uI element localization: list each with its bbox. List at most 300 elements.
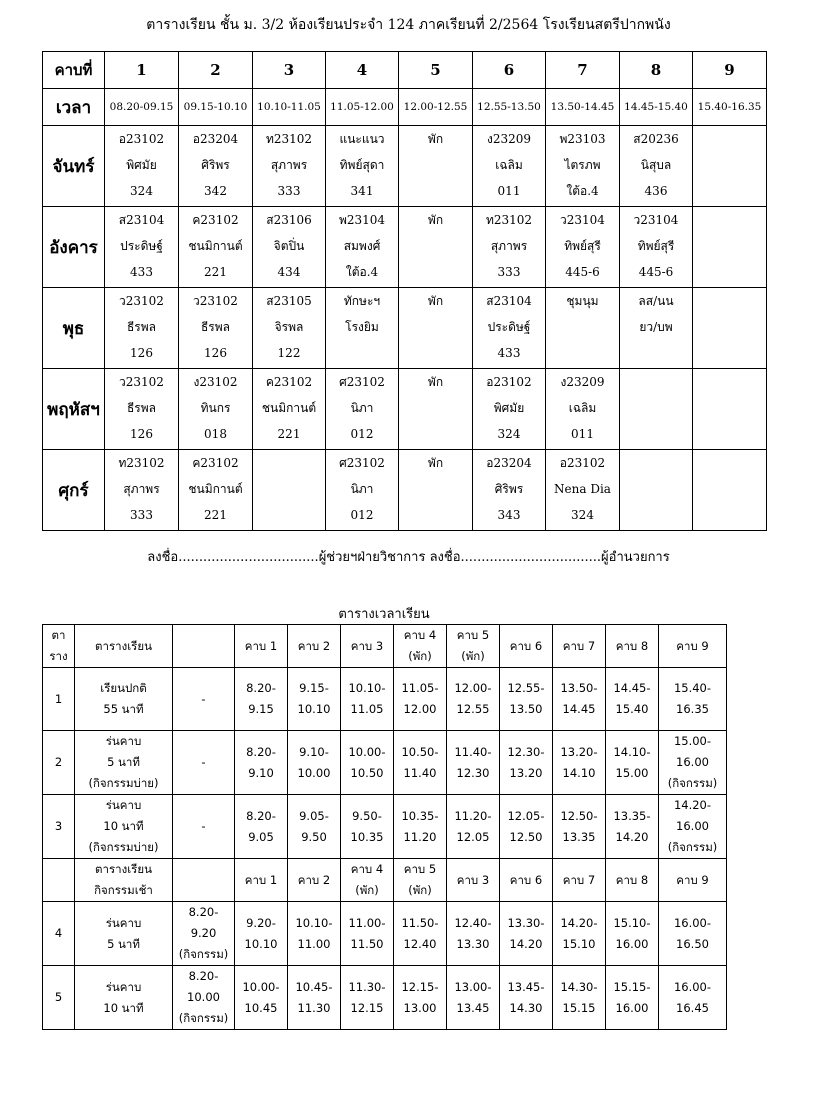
cell-text: 012 (350, 508, 374, 522)
cell-text: 13.50- (560, 681, 598, 695)
period-number: 8 (620, 52, 693, 89)
cell-text: คาบ 9 (676, 872, 709, 887)
schedule-cell (326, 450, 399, 531)
cell-text: ชนมิกานต์ (188, 482, 243, 496)
cell-text: อ23102 (118, 132, 165, 146)
cell-text: พัก (427, 294, 444, 308)
cell-text: 5 นาที (107, 936, 140, 951)
slot-time (659, 668, 727, 731)
cell-text: (พัก) (355, 883, 379, 897)
period-time-table (42, 624, 727, 1030)
slot-time (500, 795, 553, 859)
cell-text: คาบ 2 (297, 638, 331, 653)
header-cell (500, 625, 553, 668)
period-number: 5 (399, 52, 473, 89)
header-cell (288, 859, 341, 902)
cell-text: 433 (497, 346, 521, 360)
cell-text: 12.55- (507, 681, 545, 695)
schedule-cell (326, 207, 399, 288)
slot-time (659, 966, 727, 1030)
cell-text: (กิจกรรม) (667, 840, 718, 854)
cell-text: - (201, 819, 206, 833)
cell-text: 15.10 (562, 936, 596, 951)
cell-text: 10.45 (244, 1000, 278, 1015)
cell-text: 15.10- (613, 915, 651, 930)
header-cell (606, 859, 659, 902)
schedule-cell (693, 126, 767, 207)
cell-text: Nena Dia (554, 482, 611, 496)
cell-text: ราง (49, 649, 68, 663)
schedule-cell (179, 369, 253, 450)
header-cell (394, 625, 447, 668)
cell-text: พิศมัย (126, 158, 157, 172)
schedule-cell (620, 450, 693, 531)
cell-text: คาบ 6 (509, 638, 543, 653)
schedule-cell (105, 288, 179, 369)
slot-time (394, 966, 447, 1030)
cell-text: 10.00- (242, 979, 280, 994)
cell-text: ท23102 (485, 213, 533, 227)
header-cell (235, 859, 288, 902)
cell-text: สุภาพร (270, 158, 308, 172)
cell-text: 126 (130, 346, 153, 360)
slot-time (500, 668, 553, 731)
cell-text: อ23204 (192, 132, 239, 146)
cell-text: 12.55 (456, 702, 490, 716)
cell-text: 12.15 (350, 1000, 384, 1015)
header-cell (75, 859, 173, 902)
cell-text: 10.45- (295, 979, 333, 994)
cell-text: (พัก) (408, 883, 432, 897)
slot-time (553, 731, 606, 795)
header-cell (43, 625, 75, 668)
activity-time (173, 902, 235, 966)
header-cell (173, 625, 235, 668)
cell-text: จิรพล (274, 320, 304, 334)
cell-text: 15.40- (673, 681, 712, 695)
cell-text: พัก (427, 213, 444, 227)
cell-text: 11.30- (348, 979, 386, 994)
cell-text: 12.15- (401, 979, 439, 994)
cell-text: คาบ 5 (456, 628, 490, 642)
timetable-header-row (43, 859, 727, 902)
schedule-cell (326, 288, 399, 369)
cell-text: - (201, 755, 206, 769)
day-name: พุธ (43, 288, 105, 369)
cell-text: 126 (204, 346, 227, 360)
period-time: 13.50-14.45 (546, 89, 620, 126)
cell-text: 13.20- (560, 744, 598, 759)
cell-text: ลส/นน (638, 294, 674, 308)
cell-text: คาบ 7 (562, 638, 596, 653)
cell-text: 14.20 (509, 936, 543, 951)
slot-time (288, 668, 341, 731)
cell-text: 324 (571, 508, 594, 522)
cell-text: 10.10 (297, 702, 331, 716)
schedule-cell (179, 207, 253, 288)
cell-text: 11.00- (348, 915, 386, 930)
cell-text: อ23102 (486, 375, 532, 389)
header-cell (394, 859, 447, 902)
cell-text: 9.20 (190, 926, 217, 940)
schedule-cell (326, 369, 399, 450)
slot-time (288, 902, 341, 966)
period-number: 6 (473, 52, 546, 89)
slot-time (553, 795, 606, 859)
day-row (43, 126, 767, 207)
schedule-cell (693, 450, 767, 531)
cell-text: ร่นคาบ (105, 979, 142, 994)
cell-text: 9.15- (299, 681, 329, 695)
header-cell (43, 859, 75, 902)
cell-text: 10.00- (348, 744, 386, 759)
cell-text: 011 (497, 184, 521, 198)
cell-text: 324 (497, 427, 521, 441)
cell-text: 10.00 (297, 765, 331, 780)
slot-time (659, 795, 727, 859)
signature-line: ลงชื่อ..................................ผู้ช่วยฯฝ่ายวิชาการ ลงชื่อ..................................ผู้อำนวยการ (147, 550, 670, 565)
cell-text: 333 (497, 265, 521, 279)
cell-text: 11.40- (454, 744, 492, 759)
schedule-cell (546, 369, 620, 450)
cell-text: 8.20- (246, 681, 276, 695)
cell-text: ส20236 (633, 132, 679, 146)
cell-text: ค23102 (192, 213, 239, 227)
timetable-header-row (43, 625, 727, 668)
slot-time (341, 795, 394, 859)
slot-time (288, 795, 341, 859)
cell-text: 55 นาที (103, 702, 144, 716)
schedule-cell (473, 369, 546, 450)
cell-text: ธีรพล (126, 401, 157, 415)
slot-time (394, 795, 447, 859)
cell-text: คาบ 6 (509, 872, 543, 887)
row-number: 5 (43, 966, 75, 1030)
row-number: 2 (43, 731, 75, 795)
cell-text: 12.50- (560, 808, 598, 823)
row-number: 1 (43, 668, 75, 731)
schedule-cell (253, 288, 326, 369)
cell-text: ง23209 (560, 375, 605, 389)
cell-text: 11.20- (454, 808, 492, 823)
day-row (43, 207, 767, 288)
slot-time (447, 795, 500, 859)
day-row (43, 288, 767, 369)
slot-time (447, 966, 500, 1030)
schedule-type (75, 902, 173, 966)
cell-text: 10 นาที (103, 1000, 144, 1015)
slot-time (288, 731, 341, 795)
cell-text: คาบ 8 (615, 872, 649, 887)
cell-text: 15.40 (615, 702, 649, 716)
time-row (43, 89, 767, 126)
cell-text: ง23102 (193, 375, 238, 389)
slot-time (341, 966, 394, 1030)
period-number: 9 (693, 52, 767, 89)
cell-text: 16.00- (673, 979, 712, 994)
schedule-cell (693, 369, 767, 450)
schedule-cell (620, 207, 693, 288)
day-row (43, 450, 767, 531)
schedule-cell (399, 369, 473, 450)
timetable-row (43, 668, 727, 731)
day-name: อังคาร (43, 207, 105, 288)
activity-time (173, 668, 235, 731)
cell-text: 13.20 (509, 765, 543, 780)
cell-text: 221 (277, 427, 301, 441)
cell-text: อ23204 (486, 456, 532, 470)
period-time: 08.20-09.15 (105, 89, 179, 126)
header-cell (553, 625, 606, 668)
cell-text: 11.40 (403, 765, 437, 780)
cell-text: 14.30- (560, 979, 598, 994)
cell-text: 10.35 (350, 829, 384, 844)
cell-text: 9.10- (299, 744, 329, 759)
period-time: 12.00-12.55 (399, 89, 473, 126)
cell-text: ท23102 (118, 456, 165, 470)
cell-text: คาบ 7 (562, 872, 596, 887)
header-cell (447, 625, 500, 668)
slot-time (341, 731, 394, 795)
cell-text: 011 (571, 427, 594, 441)
slot-time (606, 795, 659, 859)
cell-text: สุภาพร (490, 239, 528, 253)
cell-text: 14.10 (562, 765, 596, 780)
cell-text: 341 (350, 184, 374, 198)
cell-text: 10.10- (295, 915, 333, 930)
cell-text: ตา (51, 628, 66, 642)
cell-text: สมพงศ์ (343, 239, 381, 253)
header-cell (659, 625, 727, 668)
day-name: จันทร์ (43, 126, 105, 207)
schedule-cell (105, 207, 179, 288)
cell-text: ร่นคาบ (105, 734, 142, 748)
cell-text: (กิจกรรม) (178, 947, 229, 961)
cell-text: ชุมนุม (566, 294, 599, 308)
cell-text: 12.30 (456, 765, 490, 780)
cell-text: เฉลิม (568, 401, 597, 415)
header-cell (288, 625, 341, 668)
schedule-cell (105, 450, 179, 531)
slot-time (606, 668, 659, 731)
cell-text: อ23102 (559, 456, 606, 470)
cell-text: (กิจกรรม) (667, 776, 718, 790)
cell-text: (กิจกรรมบ่าย) (88, 840, 159, 854)
cell-text: 16.00 (676, 755, 709, 769)
schedule-cell (253, 369, 326, 450)
cell-text: 8.20- (188, 969, 219, 983)
cell-text: 12.40- (454, 915, 492, 930)
cell-text: 13.30- (507, 915, 545, 930)
cell-text: 11.05 (350, 702, 384, 716)
schedule-cell (253, 126, 326, 207)
cell-text: 12.00- (454, 681, 492, 695)
cell-text: คาบ 3 (350, 638, 384, 653)
day-name: พฤหัสฯ (43, 369, 105, 450)
header-cell (447, 859, 500, 902)
cell-text: ว23102 (119, 375, 164, 389)
timetable-row (43, 902, 727, 966)
cell-text: - (201, 691, 206, 706)
period-time: 14.45-15.40 (620, 89, 693, 126)
slot-time (500, 731, 553, 795)
cell-text: 14.20- (560, 915, 598, 930)
activity-time (173, 731, 235, 795)
cell-text: แนะแนว (339, 132, 385, 146)
cell-text: 333 (130, 508, 153, 522)
activity-time (173, 795, 235, 859)
slot-time (288, 966, 341, 1030)
schedule-cell (253, 450, 326, 531)
cell-text: นิภา (350, 401, 374, 415)
cell-text: 343 (497, 508, 521, 522)
schedule-type (75, 966, 173, 1030)
cell-text: ธีรพล (126, 320, 157, 334)
cell-text: 221 (204, 265, 227, 279)
cell-text: 8.20- (246, 744, 276, 759)
cell-text: (กิจกรรมบ่าย) (88, 776, 159, 790)
period-label: คาบที่ (43, 52, 105, 89)
cell-text: 11.05- (401, 681, 439, 695)
header-cell (500, 859, 553, 902)
cell-text: คาบ 9 (676, 638, 709, 653)
schedule-cell (326, 126, 399, 207)
slot-time (235, 668, 288, 731)
period-number: 3 (253, 52, 326, 89)
cell-text: ไตรภพ (564, 158, 601, 172)
cell-text: 5 นาที (107, 755, 140, 769)
cell-text: ร่นคาบ (105, 915, 142, 930)
cell-text: 10.10- (348, 681, 386, 695)
schedule-type (75, 668, 173, 731)
schedule-cell (179, 126, 253, 207)
cell-text: 012 (350, 427, 374, 441)
cell-text: ทินกร (200, 401, 231, 415)
slot-time (394, 902, 447, 966)
cell-text: 13.45- (507, 979, 545, 994)
slot-time (235, 795, 288, 859)
slot-time (606, 966, 659, 1030)
cell-text: 10.50 (350, 765, 384, 780)
cell-text: จิตปิ่น (273, 239, 305, 253)
cell-text: 16.35 (676, 702, 709, 716)
cell-text: 221 (204, 508, 227, 522)
cell-text: 13.00 (403, 1000, 437, 1015)
schedule-cell (620, 126, 693, 207)
cell-text: 9.50- (352, 808, 382, 823)
cell-text: พัก (427, 456, 444, 470)
schedule-cell (399, 207, 473, 288)
schedule-type (75, 795, 173, 859)
cell-text: คาบ 4 (350, 862, 384, 876)
time-label: เวลา (43, 89, 105, 126)
day-name: ศุกร์ (43, 450, 105, 531)
cell-text: เฉลิม (495, 158, 523, 172)
cell-text: 12.05- (507, 808, 545, 823)
schedule-cell (179, 450, 253, 531)
timetable-title: ตารางเวลาเรียน (338, 607, 430, 622)
cell-text: 14.45 (562, 702, 596, 716)
schedule-cell (473, 450, 546, 531)
cell-text: 16.00 (615, 936, 649, 951)
cell-text: พัก (427, 132, 444, 146)
cell-text: 16.00 (676, 819, 709, 833)
cell-text: 9.50 (301, 829, 327, 844)
cell-text: 16.00 (615, 1000, 649, 1015)
header-cell (235, 625, 288, 668)
schedule-cell (693, 288, 767, 369)
period-number: 4 (326, 52, 399, 89)
cell-text: ทิพย์สุรี (637, 239, 675, 253)
cell-text: 12.05 (456, 829, 490, 844)
cell-text: 11.00 (297, 936, 331, 951)
slot-time (553, 668, 606, 731)
cell-text: 11.50 (350, 936, 384, 951)
cell-text: นิภา (350, 482, 374, 496)
cell-text: 8.20- (246, 808, 276, 823)
header-cell (606, 625, 659, 668)
cell-text: คาบ 4 (403, 628, 437, 642)
cell-text: 13.35 (562, 829, 596, 844)
cell-text: 15.15 (562, 1000, 596, 1015)
cell-text: 15.15- (613, 979, 651, 994)
cell-text: 13.30 (456, 936, 490, 951)
cell-text: เรียนปกติ (100, 681, 147, 695)
cell-text: ประดิษฐ์ (487, 320, 531, 334)
schedule-cell (473, 207, 546, 288)
cell-text: คาบ 8 (615, 638, 649, 653)
timetable-row (43, 731, 727, 795)
schedule-cell (546, 450, 620, 531)
cell-text: 436 (644, 184, 668, 198)
period-time: 15.40-16.35 (693, 89, 767, 126)
header-cell (341, 859, 394, 902)
cell-text: 445-6 (638, 265, 674, 279)
cell-text: 8.20- (188, 905, 219, 919)
cell-text: ยว/บพ (639, 320, 673, 334)
cell-text: ว23102 (119, 294, 164, 308)
period-number: 7 (546, 52, 620, 89)
cell-text: คาบ 5 (403, 862, 437, 876)
cell-text: ส23105 (266, 294, 312, 308)
cell-text: ศิริพร (201, 158, 230, 172)
cell-text: 16.00- (673, 915, 712, 930)
cell-text: ทิพย์สุดา (339, 158, 385, 172)
schedule-cell (546, 288, 620, 369)
cell-text: 12.50 (509, 829, 543, 844)
timetable-row (43, 795, 727, 859)
cell-text: ท23102 (265, 132, 313, 146)
schedule-cell (399, 288, 473, 369)
cell-text: 445-6 (565, 265, 600, 279)
cell-text: กิจกรรมเช้า (94, 883, 153, 897)
cell-text: พ23103 (559, 132, 606, 146)
cell-text: นิสุบล (640, 158, 672, 172)
cell-text: พิศมัย (493, 401, 525, 415)
schedule-cell (399, 126, 473, 207)
period-header-row (43, 52, 767, 89)
schedule-cell (105, 369, 179, 450)
row-number: 3 (43, 795, 75, 859)
schedule-cell (253, 207, 326, 288)
schedule-cell (546, 126, 620, 207)
slot-time (341, 668, 394, 731)
cell-text: ใต้อ.4 (345, 265, 379, 279)
schedule-cell (105, 126, 179, 207)
cell-text: 9.05- (299, 808, 329, 823)
cell-text: 14.45- (613, 681, 651, 695)
cell-text: 9.10 (248, 765, 274, 780)
